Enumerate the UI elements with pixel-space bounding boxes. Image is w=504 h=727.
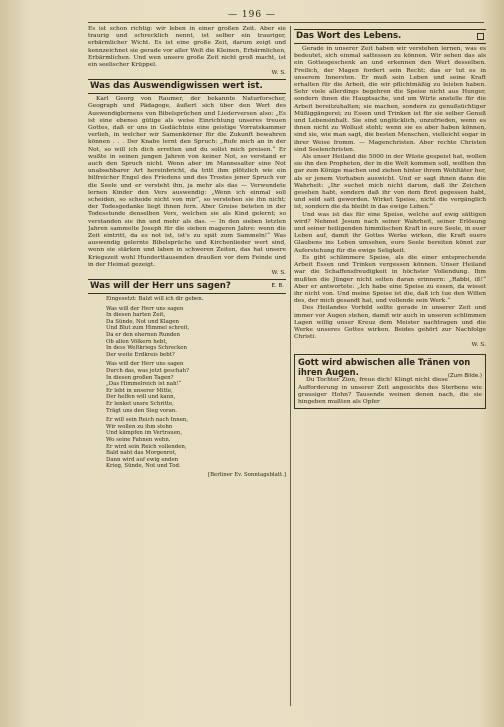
poem-line: Wo seine Fahnen wehn. [106, 436, 171, 443]
boxed-article-body: Du Tochter Zion, freue dich! Klingt nicht diese Aufforderung in unserer Zeit angesichts des Sterbens wie grausiger Hohn? Tausende weinen denen nach, die sie hingeben mußten als Opfer [298, 377, 482, 405]
intro-paragraph: Es ist schon richtig: wir leben in einer großen Zeit. Aber sie traurig und schrecklich nennt, ist selber ein trauriger, erbärmlicher Wicht. Es ist eine große Zeit, darum zeigt und kennzeichnet sie gerade vor aller Welt die Kleinen, Erbärmlichen, Erbärmlichen. Und wen unsere große Zeit nicht groß macht, ist ein seelischer Krüppel. [88, 26, 286, 69]
poem-line: Dann wird auf ewig enden [106, 456, 179, 463]
article-signature: W. S. [271, 270, 286, 277]
article-paragraph: Und was ist das für eine Speise, welche auf ewig sättigen wird? Nehmet Jesum nach seiner Wahrheit, seiner Erlösung und seiner heiligenden himmlischen Kraft in eure Seele, in euer Leben auf, damit ihr Gottes Werke wirken, die Kraft euers Glaubens ins Leben umsehen, eure Seele bereiten könnt zur Auferstehung für die ewige Seligkeit. [294, 211, 486, 254]
poem-line: Was will der Herr uns sagen [106, 361, 184, 368]
poem-line: „Das Himmelreich ist nah!“ [106, 381, 182, 388]
right-column [294, 26, 486, 716]
poem-line: Der helfen will und kann, [106, 394, 176, 401]
heading-text: Gott wird abwischen alle Tränen von ihren Augen. [298, 357, 471, 378]
poem-line: In diesen harten Zeit, [106, 312, 166, 319]
header-rule [88, 22, 484, 23]
poem-line: Trägt uns den Sieg voran. [106, 407, 178, 414]
poem-line: Da er den ehernen Runden [106, 332, 180, 339]
article-paragraph: Des Heilandes Vorbild sollte gerade in unserer Zeit und immer vor Augen stehen, damit wir auch in unseren schlimmen Lagen willig unser Kreuz dem Meister nachtragen und die Werke unseres Gottes wirken. Beides gehört zur Nachfolge Christi. [294, 305, 486, 341]
poem-line: Und Blut zum Himmel schreit, [106, 325, 190, 332]
poem [106, 296, 286, 470]
boxed-article [294, 354, 486, 409]
article-heading-wort-des-lebens [294, 29, 486, 44]
boxed-article-heading [298, 357, 482, 380]
poem-line: Krieg, Sünde, Not und Tod. [106, 463, 181, 470]
poem-intro: Eingesetzt: Balzt will ich dir geben. [106, 296, 204, 303]
poem-line: Durch das, was jetzt geschah? [106, 368, 189, 375]
poem-line: Bald naht das Morgenrot, [106, 450, 177, 457]
article-heading-auswendigwissen [88, 79, 286, 94]
heading-text: Das Wort des Lebens. [296, 31, 402, 41]
heading-text: Was das Auswendigwissen wert ist. [90, 81, 263, 92]
poem-line: Er wird sein Reich vollenden, [106, 443, 187, 450]
heading-text: Was will der Herr uns sagen? [90, 281, 231, 292]
poem-line: Der weite Erdkreis bebt? [106, 351, 175, 358]
column-divider [290, 26, 291, 706]
poem-line: In diesen großen Tagen? [106, 374, 174, 381]
poem-line: Was will der Herr uns sagen [106, 305, 184, 312]
poem-line: Da Sünde, Not und Klagen [106, 318, 179, 325]
poem-heading-signature: E. B. [271, 283, 284, 290]
page-number: — 196 — [228, 10, 276, 20]
poem-line: Er will sein Reich nach Innen, [106, 417, 189, 424]
article-body-auswendigwissen: Karl Georg von Raumer, der bekannte Naturforscher, Geograph und Pädagoge, äußert sich über den Wert des Auswendiglernens von Bibelsprüchen und Liederversen also: „Es ist eine ebenso gütige als weise Einrichtung unseres treuen Gottes, daß er uns in Gedächtnis eine geistige Vorratskammer verlieh, in welcher wir Samenkörner für die Zukunft bewahren können . . . Der Knabe lernt den Spruch: „Rufe mich an in der Not, so will ich dich erretten und du sollst mich preisen.“ Er wußte in seinen jungen Jahren von keiner Not, so verstand er auch den Spruch nicht. Wenn aber im Mannesalter eine Not unabsehbarer Art hereinbricht, da tritt ihm plötzlich wie ein hilfreicher Engel des Friedens und des Trostes jener Spruch vor die Seele und er versteht ihn, ja mehr als das — Verwundete lernen Kinder den Vers auswendig: „Wenn ich einmal soll scheiden, so scheide nicht von mir“, so verstehen sie ihn nicht; der Todesgedanke liegt ihnen fern. Aber Greise beteten in der Todesstunde denselben Vers, welchen sie als Kind gelernt; so verstanden sie ihn und mehr als das. — In den sieben letzten Jahren sammelte Joseph für die sieben mageren Jahre: wenn die Zeit eintritt, da es not ist, ist's zu spät zum Sammeln!“ Was auswendig gelernte Bibelsprüche und Kirchenlieder wert sind, wenn sie stärken und laben in schweren Zeiten, das hat unsere Kriegszeit wohl Hunderttausenden draußen vor dem Feinde und in der Heimat gezeigt. [88, 96, 286, 268]
boxed-article-note: (Zum Bilde.) [447, 373, 482, 380]
left-column [88, 26, 286, 716]
poem-line: Wir wollen zu ihm stehn [106, 423, 173, 430]
poem-line: Und kämpfen im Vertrauen, [106, 430, 183, 437]
square-ornament-icon [477, 33, 484, 40]
poem-line: Er lebt in unserer Mitte, [106, 387, 173, 394]
poem-source: [Berliner Ev. Sonntagsblatt.] [207, 471, 286, 478]
article-paragraph: Als unser Heiland die 5000 in der Wüste gespeist hat, wollen sie ihn den Propheten, der in die Welt kommen soll, wollten ihn gar zum Könige machen und ziehen hinter ihrem Wohltäter her, als er jenem Vorhaben auswicht. Und er sagt ihnen dann die Wahrheit: „Ihr suchet mich nicht darum, daß ihr Zeichen gesehen habt, sondern daß ihr von dem Brot gegessen habt, und seid satt geworden. Wirket Speise, nicht die vergänglich ist, sondern die da bleibt in das ewige Leben.“ [294, 154, 486, 211]
poem-line: In dess Weltkriegs Schrecken [106, 345, 187, 352]
article-paragraph: Es gibt schlimmere Speise, als die einer entsprechende Arbeit Essen und Trinken vergessen können. Unser Heiland war die Schaffensfreudigkeit in höchster Vollendung. Ihm mußten die Jünger nicht selten daran erinnern: „Rabbi, iß!“ Aber er antwortete: „Ich habe eine Speise zu essen, da wisset ihr nicht von. Und meine Speise ist die, daß ich tue den Willen des, der mich gesandt hat, und vollende sein Werk.“ [294, 254, 486, 305]
intro-signature: W. S. [271, 70, 286, 77]
poem-line: Er lenket unsre Schritte, [106, 401, 174, 407]
poem-line: Ob allen Völkern hebt, [106, 338, 168, 345]
article-paragraph: Gerade in unserer Zeit haben wir verstehen lernen, was es bedeutet, sich einmal sattessen zu können. Wir sehen das als ein Gottesgeschenk an und erkennen den Wert desselben. Freilich, der Magen fordert sein Recht; das er tut es in unserem Innersten. Er muß sein Leben und seine Kraft erhalten für die Arbeit, die wir pflichtmäßig zu leisten haben. Sehr viele allerdings begehren die Speise nicht aus Hunger, sondern ihnen die Hauptsache, und um Wirte anstelle für die Arbeit bereitzuhalten; sie machen, sondern zu genußsüchtiger Müßiggängerei; zu Essen und Trinken ist für sie selber Genuß und Lebensinhalt. Sie sind unglücklich, unzufrieden, wenn es ihnen nicht zu Wollust steht; wenn sie es aber haben können, sind sie, wie man sagt, die besten Menschen, vielleicht sogar in ihrer Weise fromm. — Magenchristen. Aber rechte Christen sind Seelenchristen. [294, 46, 486, 153]
poem-heading [88, 279, 286, 294]
article-signature: W. S. [471, 342, 486, 349]
